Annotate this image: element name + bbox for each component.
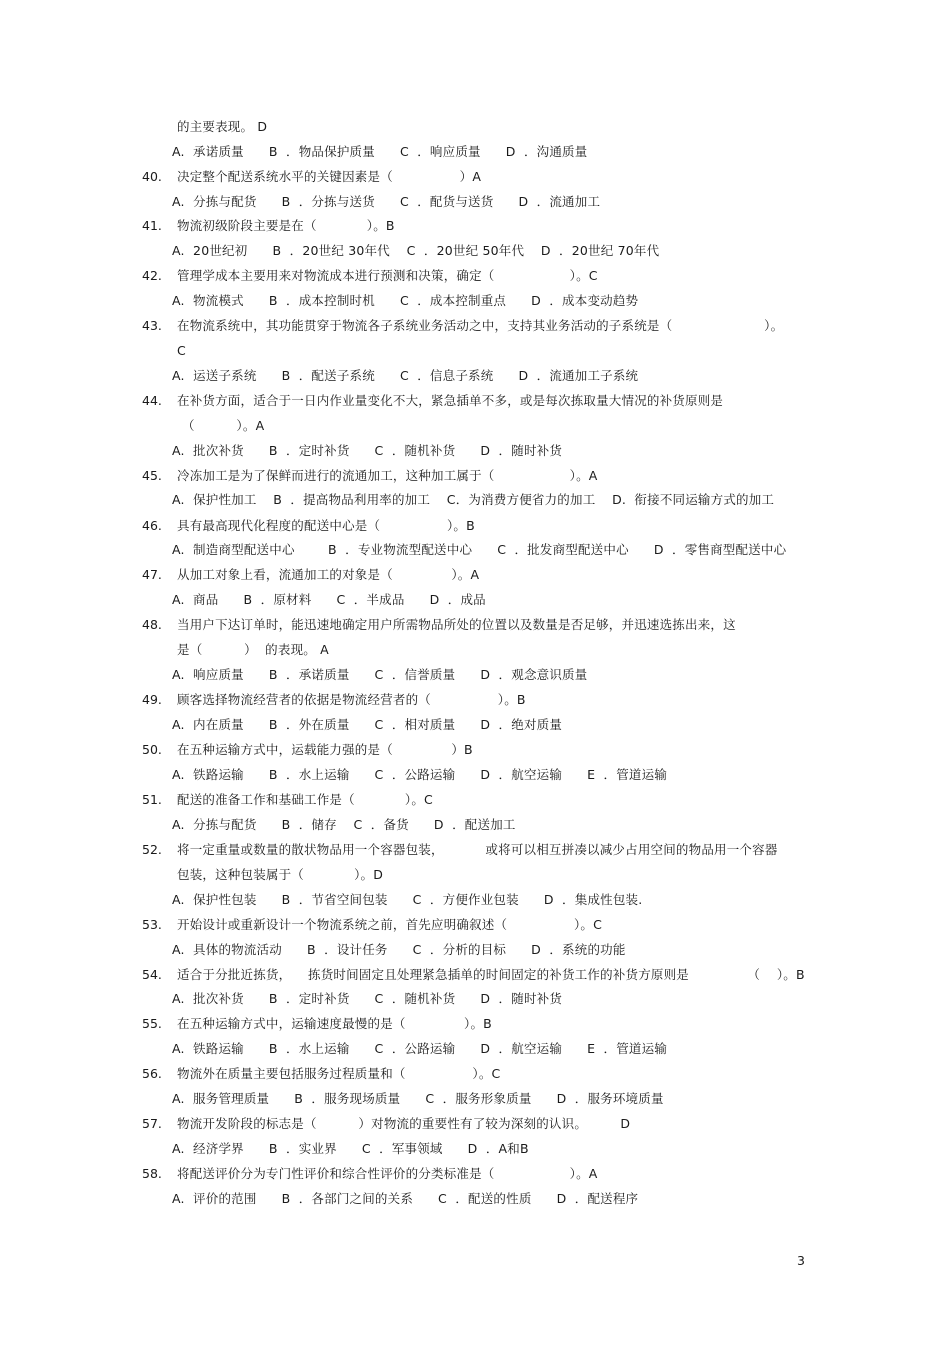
page-number: 3	[797, 1253, 805, 1268]
answer-options: A. 批次补货 B ．定时补货 C ．随机补货 D ．随时补货	[172, 991, 563, 1006]
answer-options: A. 保护性加工 B ．提高物品利用率的加工 C．为消费方便省力的加工 D. 衔接不同运输方式的加工	[172, 492, 775, 507]
answer-options: A. 20世纪初 B ．20世纪 30年代 C ．20世纪 50年代 D ．20世纪 70年代	[172, 243, 660, 258]
answer-options: A. 具体的物流活动 B ．设计任务 C ．分析的目标 D ．系统的功能	[172, 942, 626, 957]
question-number: 43.	[142, 318, 162, 333]
answer-options: A. 承诺质量 B ．物品保护质量 C ．响应质量 D ．沟通质量	[172, 144, 588, 159]
question-number: 48.	[142, 617, 162, 632]
question-number: 49.	[142, 692, 162, 707]
answer-options: A. 铁路运输 B ．水上运输 C ．公路运输 D ．航空运输 E ．管道运输	[172, 1041, 668, 1056]
answer-options: A. 分拣与配货 B ．分拣与送货 C ．配货与送货 D ．流通加工	[172, 194, 601, 209]
answer-options: A. 内在质量 B ．外在质量 C ．相对质量 D ．绝对质量	[172, 717, 563, 732]
question-text: 将配送评价分为专门性评价和综合性评价的分类标准是（ ）。A	[177, 1166, 598, 1181]
answer-options: A. 分拣与配货 B ．储存 C ．备货 D ．配送加工	[172, 817, 516, 832]
answer-options: A. 商品 B ．原材料 C ．半成品 D ．成品	[172, 592, 486, 607]
question-text: 在五种运输方式中，运载能力强的是（ ）B	[177, 742, 473, 757]
question-text: 开始设计或重新设计一个物流系统之前，首先应明确叙述（ ）。C	[177, 917, 603, 932]
answer-options: （ ）。A	[182, 418, 265, 433]
answer-options: A. 铁路运输 B ．水上运输 C ．公路运输 D ．航空运输 E ．管道运输	[172, 767, 668, 782]
answer-options: A. 服务管理质量 B ．服务现场质量 C ．服务形象质量 D ．服务环境质量	[172, 1091, 664, 1106]
answer-options: A. 响应质量 B ．承诺质量 C ．信誉质量 D ．观念意识质量	[172, 667, 588, 682]
question-number: 46.	[142, 518, 162, 533]
answer-options: 包装，这种包装属于（ ）。D	[177, 867, 384, 882]
answer-options: A. 经济学界 B ．实业界 C ．军事领域 D ．A和B	[172, 1141, 529, 1156]
question-number: 44.	[142, 393, 162, 408]
answer-options: A. 批次补货 B ．定时补货 C ．随机补货 D ．随时补货	[172, 443, 563, 458]
question-number: 51.	[142, 792, 162, 807]
answer-options: A. 评价的范围 B ．各部门之间的关系 C ．配送的性质 D ．配送程序	[172, 1191, 639, 1206]
question-text: 当用户下达订单时，能迅速地确定用户所需物品所处的位置以及数量是否足够，并迅速选拣出来，这	[177, 617, 736, 632]
answer-options: 的主要表现。 D	[177, 119, 268, 134]
question-number: 47.	[142, 567, 162, 582]
question-text: 在五种运输方式中，运输速度最慢的是（ ）。B	[177, 1016, 492, 1031]
question-text: 在补货方面，适合于一日内作业量变化不大，紧急插单不多，或是每次拣取量大情况的补货原则是	[177, 393, 724, 408]
question-text: 具有最高现代化程度的配送中心是（ ）。B	[177, 518, 475, 533]
question-text: 在物流系统中，其功能贯穿于物流各子系统业务活动之中，支持其业务活动的子系统是（ ）。	[177, 318, 784, 333]
question-text: 从加工对象上看，流通加工的对象是（ ）。A	[177, 567, 480, 582]
question-number: 57.	[142, 1116, 162, 1131]
question-number: 40.	[142, 169, 162, 184]
question-text: 将一定重量或数量的散状物品用一个容器包装， 或将可以相互拼凑以减少占用空间的物品用一个容器	[177, 842, 778, 857]
question-number: 52.	[142, 842, 162, 857]
question-number: 54.	[142, 967, 162, 982]
question-number: 55.	[142, 1016, 162, 1031]
question-number: 58.	[142, 1166, 162, 1181]
question-number: 53.	[142, 917, 162, 932]
answer-options: A. 制造商型配送中心 B ．专业物流型配送中心 C ．批发商型配送中心 D ．零售商型配送中心	[172, 542, 787, 557]
question-number: 45.	[142, 468, 162, 483]
answer-options: C	[177, 343, 186, 358]
question-text: 物流初级阶段主要是在（ ）。B	[177, 218, 395, 233]
question-text: 配送的准备工作和基础工作是（ ）。C	[177, 792, 433, 807]
answer-options: A. 保护性包装 B ．节省空间包装 C ．方便作业包装 D ．集成性包装.	[172, 892, 643, 907]
question-text: 物流外在质量主要包括服务过程质量和（ ）。C	[177, 1066, 501, 1081]
question-number: 56.	[142, 1066, 162, 1081]
question-text: 冷冻加工是为了保鲜而进行的流通加工，这种加工属于（ ）。A	[177, 468, 598, 483]
question-text: 管理学成本主要用来对物流成本进行预测和决策，确定（ ）。C	[177, 268, 598, 283]
question-number: 41.	[142, 218, 162, 233]
question-number: 50.	[142, 742, 162, 757]
question-number: 42.	[142, 268, 162, 283]
question-text: 顾客选择物流经营者的依据是物流经营者的（ ）。B	[177, 692, 526, 707]
question-text: 决定整个配送系统水平的关键因素是（ ）A	[177, 169, 482, 184]
question-text: 适合于分批近拣货， 拣货时间固定且处理紧急插单的时间固定的补货工作的补货方原则是 （ ）。B	[177, 967, 805, 982]
answer-options: A. 运送子系统 B ．配送子系统 C ．信息子系统 D ．流通加工子系统	[172, 368, 639, 383]
answer-options: A. 物流模式 B ．成本控制时机 C ．成本控制重点 D ．成本变动趋势	[172, 293, 639, 308]
answer-options: 是（ ） 的表现。 A	[177, 642, 329, 657]
question-text: 物流开发阶段的标志是（ ）对物流的重要性有了较为深刻的认识。 D	[177, 1116, 631, 1131]
